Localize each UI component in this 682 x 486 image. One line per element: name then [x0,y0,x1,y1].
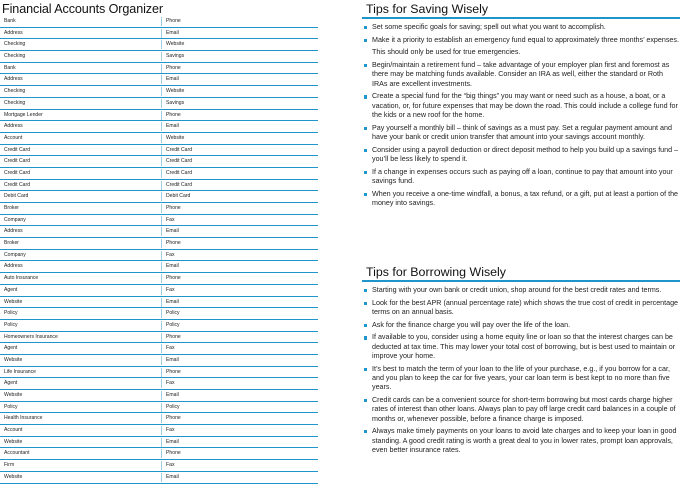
field-label-right[interactable]: Phone [166,368,181,375]
form-row [0,110,318,122]
column-divider [161,52,162,61]
field-label-left[interactable]: Health Insurance [4,415,43,422]
organizer-title: Financial Accounts Organizer [2,2,163,16]
borrowing-tips-list [358,286,680,458]
column-divider [161,379,162,388]
field-label-right[interactable]: Phone [166,205,181,211]
field-label-right[interactable]: Credit Card [166,146,193,153]
field-label-left[interactable]: Company [4,251,26,258]
form-row [0,156,318,168]
tip-text: Consider using a payroll deduction or direct deposit method to help you build up a savings fund – you’ll be less likely to spend it. [372,145,679,163]
tip-text: Begin/maintain a retirement fund – take advantage of your employer plan first and foremost as there may be matching funds available. Consider an IRA as well, either the standard or Roth IRAs are excellent investments. [372,61,670,88]
tip-item [358,190,680,209]
column-divider [161,461,162,470]
form-row [0,250,318,262]
field-label-right[interactable]: Phone [166,240,181,247]
tip-item [358,299,680,318]
bullet-square-icon [364,399,367,402]
field-label-left[interactable]: Life Insurance [4,368,36,375]
tip-text: Always make timely payments on your loans to avoid late charges and to keep your loan in good standing. A good credit rating is worth a great deal to you in lower rates, prompt loan approvals, even better insurance rates. [372,427,677,454]
tip-text: Look for the best APR (annual percentage rate) which shows the true cost of credit in percentage terms on an annual basis. [372,298,679,316]
field-label-left[interactable]: Credit Card [4,181,31,188]
column-divider [161,298,162,307]
tip-text: If available to you, consider using a home equity line or loan so that the interest charges can be deducted at tax time. This may lower your total cost of borrowing, but is best used to maintain or improve your home. [372,333,676,360]
form-row [0,332,318,344]
field-label-left[interactable]: Website [4,356,23,363]
field-label-right[interactable]: Phone [166,415,181,422]
column-divider [161,227,162,236]
form-row [0,238,318,250]
column-divider [161,75,162,84]
form-row [0,273,318,285]
field-label-left[interactable]: Agent [4,380,18,387]
form-row [0,39,318,51]
tip-text: Pay yourself a monthly bill – think of savings as a must pay. Set a regular payment amount and have your bank or credit union transfer that amount into your savings account monthly. [372,123,672,141]
form-row [0,86,318,98]
column-divider [161,449,162,458]
field-label-right[interactable]: Fax [166,286,175,293]
tip-item [358,124,680,143]
form-row [0,191,318,203]
field-label-left[interactable]: Account [4,134,23,141]
column-divider [161,192,162,201]
field-label-left[interactable]: Website [4,298,23,305]
field-label-left[interactable]: Mortgage Lender [4,111,43,118]
column-divider [161,286,162,295]
tip-text: Ask for the finance charge you will pay over the life of the loan. [372,320,571,329]
column-divider [161,204,162,213]
form-row [0,413,318,425]
tip-note [358,48,680,57]
form-row [0,145,318,157]
form-row [0,226,318,238]
field-label-left[interactable]: Checking [4,41,26,48]
field-label-right[interactable]: Fax [166,345,175,352]
tip-item [358,365,680,393]
field-label-left[interactable]: Credit Card [4,158,31,165]
field-label-left[interactable]: Broker [4,205,20,211]
tip-item [358,92,680,120]
field-label-left[interactable]: Debit Card [4,193,29,200]
form-row [0,367,318,379]
column-divider [161,262,162,271]
saving-title-rule [362,17,680,19]
field-label-left[interactable]: Website [4,392,23,398]
column-divider [161,356,162,365]
form-row [0,437,318,449]
tip-item [358,396,680,424]
column-divider [161,309,162,318]
bullet-square-icon [364,26,367,29]
field-label-right[interactable]: Policy [166,321,180,328]
form-row [0,320,318,332]
field-label-left[interactable]: Checking [4,88,26,95]
field-label-left[interactable]: Company [4,216,26,223]
column-divider [161,169,162,178]
field-label-right[interactable]: Email [166,29,179,36]
tips-panel [358,0,680,486]
form-row [0,285,318,297]
borrowing-title: Tips for Borrowing Wisely [366,265,506,279]
field-label-right[interactable]: Email [166,438,179,445]
field-label-right[interactable]: Email [166,473,179,480]
field-label-right[interactable]: Phone [166,64,181,71]
column-divider [161,134,162,143]
field-label-left[interactable]: Address [4,76,23,83]
tip-text: Make it a priority to establish an emergency fund equal to approximately three months’ expenses. [372,35,679,44]
field-label-right[interactable]: Email [166,356,179,363]
field-label-left[interactable]: Firm [4,462,15,469]
tip-text: Create a special fund for the “big things” you may want or need such as a house, a boat, or a vacation, or, for future expenses that may be down the road. This could include a college fund for the kids or a new roof for the home. [372,92,678,119]
column-divider [161,64,162,73]
field-label-right[interactable]: Fax [166,462,175,469]
form-row [0,261,318,273]
field-label-left[interactable]: Credit Card [4,169,31,176]
form-row [0,378,318,390]
column-divider [161,111,162,120]
field-label-left[interactable]: Agent [4,286,18,293]
organizer-rows [0,16,318,484]
field-label-left[interactable]: Bank [4,64,16,71]
column-divider [161,216,162,225]
form-row [0,425,318,437]
bullet-square-icon [364,64,367,67]
field-label-left[interactable]: Accountant [4,450,30,457]
field-label-left[interactable]: Homeowners Insurance [4,333,58,340]
field-label-right[interactable]: Debit Card [166,193,191,200]
organizer-panel [0,0,318,486]
form-row [0,203,318,215]
field-label-right[interactable]: Savings [166,53,185,60]
field-label-right[interactable]: Phone [166,275,181,282]
field-label-right[interactable]: Phone [166,333,181,340]
form-row [0,98,318,110]
column-divider [161,391,162,400]
column-divider [161,99,162,108]
tip-item [358,333,680,361]
bullet-square-icon [364,39,367,42]
bullet-square-icon [364,171,367,174]
form-row [0,215,318,227]
field-label-right[interactable]: Email [166,263,179,270]
bullet-square-icon [364,127,367,130]
field-label-left[interactable]: Policy [4,321,18,328]
column-divider [161,473,162,482]
form-row [0,390,318,402]
field-label-right[interactable]: Email [166,228,179,235]
tip-item [358,23,680,32]
bullet-square-icon [364,368,367,371]
field-label-left[interactable]: Address [4,123,23,130]
tip-text: Set some specific goals for saving; spell out what you want to accomplish. [372,23,606,31]
form-row [0,472,318,484]
column-divider [161,17,162,26]
tip-text: If a change in expenses occurs such as paying off a loan, continue to pay that amount into your savings fund. [372,167,673,185]
field-label-left[interactable]: Website [4,438,23,445]
field-label-left[interactable]: Policy [4,310,18,317]
bullet-square-icon [364,289,367,292]
column-divider [161,426,162,435]
field-label-right[interactable]: Website [166,88,185,95]
field-label-right[interactable]: Email [166,298,179,305]
form-row [0,308,318,320]
column-divider [161,274,162,283]
column-divider [161,181,162,190]
form-row [0,343,318,355]
field-label-right[interactable]: Fax [166,251,175,258]
field-label-right[interactable]: Website [166,134,185,141]
column-divider [161,239,162,248]
bullet-square-icon [364,336,367,339]
form-row [0,448,318,460]
field-label-right[interactable]: Policy [166,403,180,410]
tip-item [358,321,680,330]
tip-item [358,427,680,455]
column-divider [161,157,162,166]
tip-text: Credit cards can be a convenient source for short-term borrowing but most cards charge higher rates of interest than other loans. Always plan to pay off large credit card balances in a couple of months or, whenever possible, before a finance charge is imposed. [372,395,676,423]
column-divider [161,403,162,412]
field-label-right[interactable]: Fax [166,427,175,434]
column-divider [161,438,162,447]
field-label-left[interactable]: Checking [4,99,26,106]
column-divider [161,122,162,131]
tip-item [358,286,680,295]
tip-text: This should only be used for true emergencies. [372,48,521,57]
column-divider [161,414,162,423]
column-divider [161,87,162,96]
field-label-left[interactable]: Broker [4,240,20,247]
tip-item [358,146,680,165]
tip-text: When you receive a one-time windfall, a bonus, a tax refund, or a gift, put at least a portion of the money into savings. [372,189,679,207]
field-label-right[interactable]: Policy [166,310,180,317]
field-label-left[interactable]: Checking [4,53,26,60]
form-row [0,133,318,145]
field-label-right[interactable]: Email [166,76,179,83]
form-row [0,355,318,367]
field-label-right[interactable]: Phone [166,450,181,457]
form-row [0,51,318,63]
field-label-right[interactable]: Website [166,41,185,48]
column-divider [161,368,162,377]
form-row [0,28,318,40]
field-label-right[interactable]: Credit Card [166,169,193,176]
form-row [0,168,318,180]
field-label-left[interactable]: Website [4,473,23,480]
field-label-left[interactable]: Policy [4,403,18,410]
column-divider [161,344,162,353]
form-row [0,460,318,472]
form-row [0,63,318,75]
form-row [0,121,318,133]
tip-item [358,36,680,45]
bullet-square-icon [364,302,367,305]
tip-text: Starting with your own bank or credit union, shop around for the best credit rates and terms. [372,286,662,294]
field-label-left[interactable]: Auto Insurance [4,275,39,282]
column-divider [161,29,162,38]
bullet-square-icon [364,193,367,196]
bullet-square-icon [364,324,367,327]
field-label-left[interactable]: Bank [4,18,16,24]
field-label-left[interactable]: Address [4,263,23,270]
tip-item [358,61,680,89]
field-label-right[interactable]: Email [166,392,179,398]
form-row [0,180,318,192]
saving-title: Tips for Saving Wisely [366,2,489,16]
borrowing-title-rule [362,280,680,282]
form-row [0,297,318,309]
field-label-right[interactable]: Fax [166,216,175,223]
field-label-left[interactable]: Agent [4,345,18,352]
field-label-left[interactable]: Address [4,29,23,36]
form-row [0,74,318,86]
column-divider [161,321,162,330]
field-label-right[interactable]: Phone [166,111,181,118]
field-label-right[interactable]: Credit Card [166,181,193,188]
field-label-right[interactable]: Email [166,123,179,130]
field-label-left[interactable]: Account [4,427,23,434]
column-divider [161,251,162,260]
bullet-square-icon [364,149,367,152]
bullet-square-icon [364,95,367,98]
saving-tips-list [358,23,680,212]
field-label-left[interactable]: Credit Card [4,146,31,153]
field-label-left[interactable]: Address [4,228,23,235]
form-row [0,16,318,28]
field-label-right[interactable]: Fax [166,380,175,387]
column-divider [161,146,162,155]
column-divider [161,333,162,342]
bullet-square-icon [364,430,367,433]
tip-item [358,168,680,187]
field-label-right[interactable]: Credit Card [166,158,193,165]
field-label-right[interactable]: Phone [166,18,181,24]
form-row [0,402,318,414]
field-label-right[interactable]: Savings [166,99,185,106]
column-divider [161,40,162,49]
tip-text: It’s best to match the term of your loan to the life of your purchase, e.g., if you borrow for a car, and you plan to keep the car for five years, your car loan term is best kept to no more than five years. [372,364,670,392]
